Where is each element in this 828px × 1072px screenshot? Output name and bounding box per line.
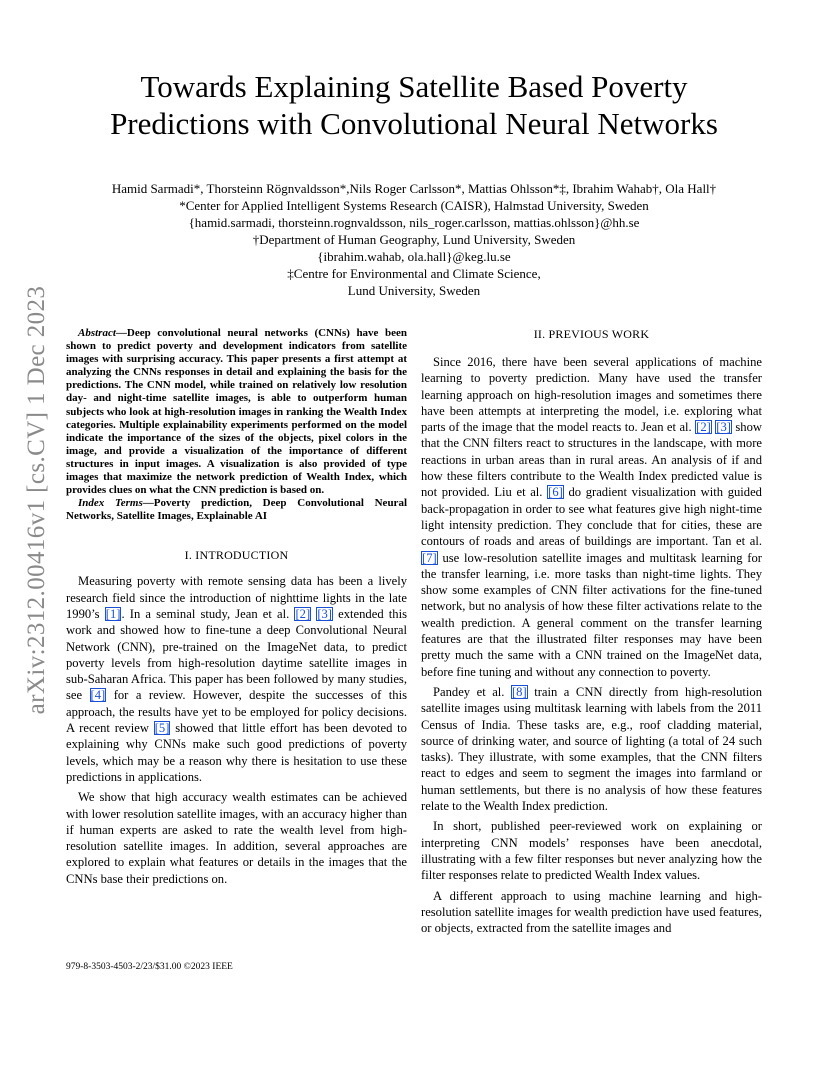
citation-link[interactable]: [4]	[90, 688, 106, 703]
previous-paragraph-2: Pandey et al. [8] train a CNN directly from high-resolution satellite images using multitask learning with labels from the 2011 Census of India. These tasks are, e.g., roof cladding material, source of drinking water, and source of lighting (a total of 24 such tasks). They illustrate, with some examples, that the CNN filters react to edges and seem to segment the images into farmland or human settlements, but there is no analysis of how these features relate to the Wealth Index prediction.	[421, 684, 762, 814]
index-terms	[66, 497, 407, 523]
affiliation-lund-geography: †Department of Human Geography, Lund University, Sweden	[252, 232, 576, 247]
arxiv-id: arXiv:2312.00416v1 [cs.CV] 1 Dec 2023	[23, 285, 50, 715]
email-lu: {ibrahim.wahab, ola.hall}@keg.lu.se	[317, 249, 511, 264]
email-hh: {hamid.sarmadi, thorsteinn.rognvaldsson, nils_roger.carlsson, mattias.ohlsson}@hh.se	[188, 215, 640, 230]
title-line-1: Towards Explaining Satellite Based Poverty	[140, 69, 688, 104]
paper-title	[60, 68, 768, 142]
previous-work-body	[421, 354, 762, 936]
index-terms-label: Index Terms	[78, 497, 143, 510]
section-heading-introduction: I. INTRODUCTION	[184, 548, 289, 563]
citation-link[interactable]: [3]	[317, 607, 332, 621]
affiliation-cec-university: Lund University, Sweden	[347, 283, 481, 298]
arxiv-sidebar-stamp	[16, 285, 58, 715]
citation-link[interactable]: [3]	[716, 420, 731, 435]
copyright-footer: 979-8-3503-4503-2/23/$31.00 ©2023 IEEE	[66, 962, 233, 972]
author-block	[40, 180, 788, 299]
citation-link[interactable]: [6]	[548, 485, 563, 500]
title-line-2: Predictions with Convolutional Neural Networks	[110, 106, 718, 141]
previous-paragraph-1: Since 2016, there have been several applications of machine learning to poverty prediction. Many have used the transfer learning approach on high-resolution images and sometimes there have been attempts at interpreting the model, i.e. exploring what parts of the image that the model reacts to. Jean et al. [2] [3] show that the CNN filters react to structures in the landscape, with more reactions in urban areas than in rural areas. An analysis of if and how these filters contribute to the Wealth Index predicted value is not provided. Liu et al. [6] do gradient visualization with guided back-propagation in order to see what features give high night-time light intensity prediction. They conclude that for cities, these are contours of roads and areas of buildings are important. Tan et al. [7] use low-resolution satellite images and multitask learning for the transfer learning, i.e. more tasks than night-time lights. They show some examples of CNN filter activations for the fine-tuned network, but no analysis of how these filter activations relate to the wealth prediction. A general comment on the transfer learning features are that the illustrated filter responses may have been pretty much the same with a CNN trained on the ImageNet data, before fine tuning and without any connection to poverty.	[421, 355, 762, 679]
right-column	[421, 327, 762, 936]
citation-link[interactable]: [1]	[105, 607, 121, 621]
previous-paragraph-4: A different approach to using machine learning and high-resolution satellite images for wealth prediction have used features, or objects, extracted from the satellite images and	[421, 888, 762, 936]
section-heading-previous-work: II. PREVIOUS WORK	[533, 327, 650, 341]
introduction-body	[66, 573, 407, 887]
author-names: Hamid Sarmadi*, Thorsteinn Rögnvaldsson*,Nils Roger Carlsson*, Mattias Ohlsson*‡, Ibrahim Wahab†, Ola Hall†	[111, 181, 717, 196]
intro-paragraph-1: Measuring poverty with remote sensing data has been a lively research field since the introduction of nighttime lights in the late 1990’s [1]. In a seminal study, Jean et al. [2] [3] extended this work and showed how to fine-tune a deep Convolutional Neural Network (CNN), pre-trained on the ImageNet data, to predict poverty levels from high-resolution daytime satellite images in sub-Saharan Africa. This paper has been followed by many studies, see [4] for a review. However, despite the successes of this approach, the results have yet to be employed for policy decisions. A recent review [5] showed that little effort has been devoted to explaining why CNNs make such good predictions of poverty levels, which may be a reason why there is hesitation to use these predictions in applications.	[66, 574, 407, 784]
abstract	[66, 327, 407, 497]
citation-link[interactable]: [7]	[422, 550, 437, 565]
affiliation-caisr: *Center for Applied Intelligent Systems Research (CAISR), Halmstad University, Sweden	[179, 198, 649, 213]
citation-link[interactable]: [2]	[295, 607, 311, 621]
previous-paragraph-3: In short, published peer-reviewed work on explaining or interpreting CNN models’ responses have been anecdotal, illustrating with a few filter responses but never analyzing how the filter responses relate to predicted Wealth Index values.	[421, 819, 762, 883]
citation-link[interactable]: [5]	[154, 721, 170, 736]
abstract-label: Abstract	[78, 327, 116, 339]
affiliation-cec: ‡Centre for Environmental and Climate Science,	[287, 266, 541, 281]
citation-link[interactable]: [2]	[696, 420, 711, 435]
left-column	[66, 327, 407, 887]
citation-link[interactable]: [8]	[511, 684, 527, 699]
abstract-text: —Deep convolutional neural networks (CNNs) have been shown to predict poverty and development indicators from satellite images with surprising accuracy. This paper presents a first attempt at analyzing the CNNs responses in detail and explaining the basis for the predictions. The CNN model, while trained on relatively low resolution day- and night-time satellite images, is able to outperform human subjects who look at high-resolution images in ranking the Wealth Index categories. Multiple explainability experiments performed on the model indicate the importance of the sizes of the objects, pixel colors in the image, and provide a visualization of the importance of different structures in input images. A visualization is also provided of type images that maximize the network prediction of Wealth Index, which provides clues on what the CNN prediction is based on.	[66, 327, 407, 497]
index-terms-text: —Poverty prediction, Deep Convolutional Neural Networks, Satellite Images, Explainable AI	[66, 497, 407, 523]
intro-paragraph-2: We show that high accuracy wealth estimates can be achieved with lower resolution satellite images, with an accuracy higher than if human experts are asked to rate the wealth level from high-resolution satellite images. In addition, several approaches are explored to explain what features or details in the images that the CNNs base their predictions on.	[66, 790, 407, 886]
